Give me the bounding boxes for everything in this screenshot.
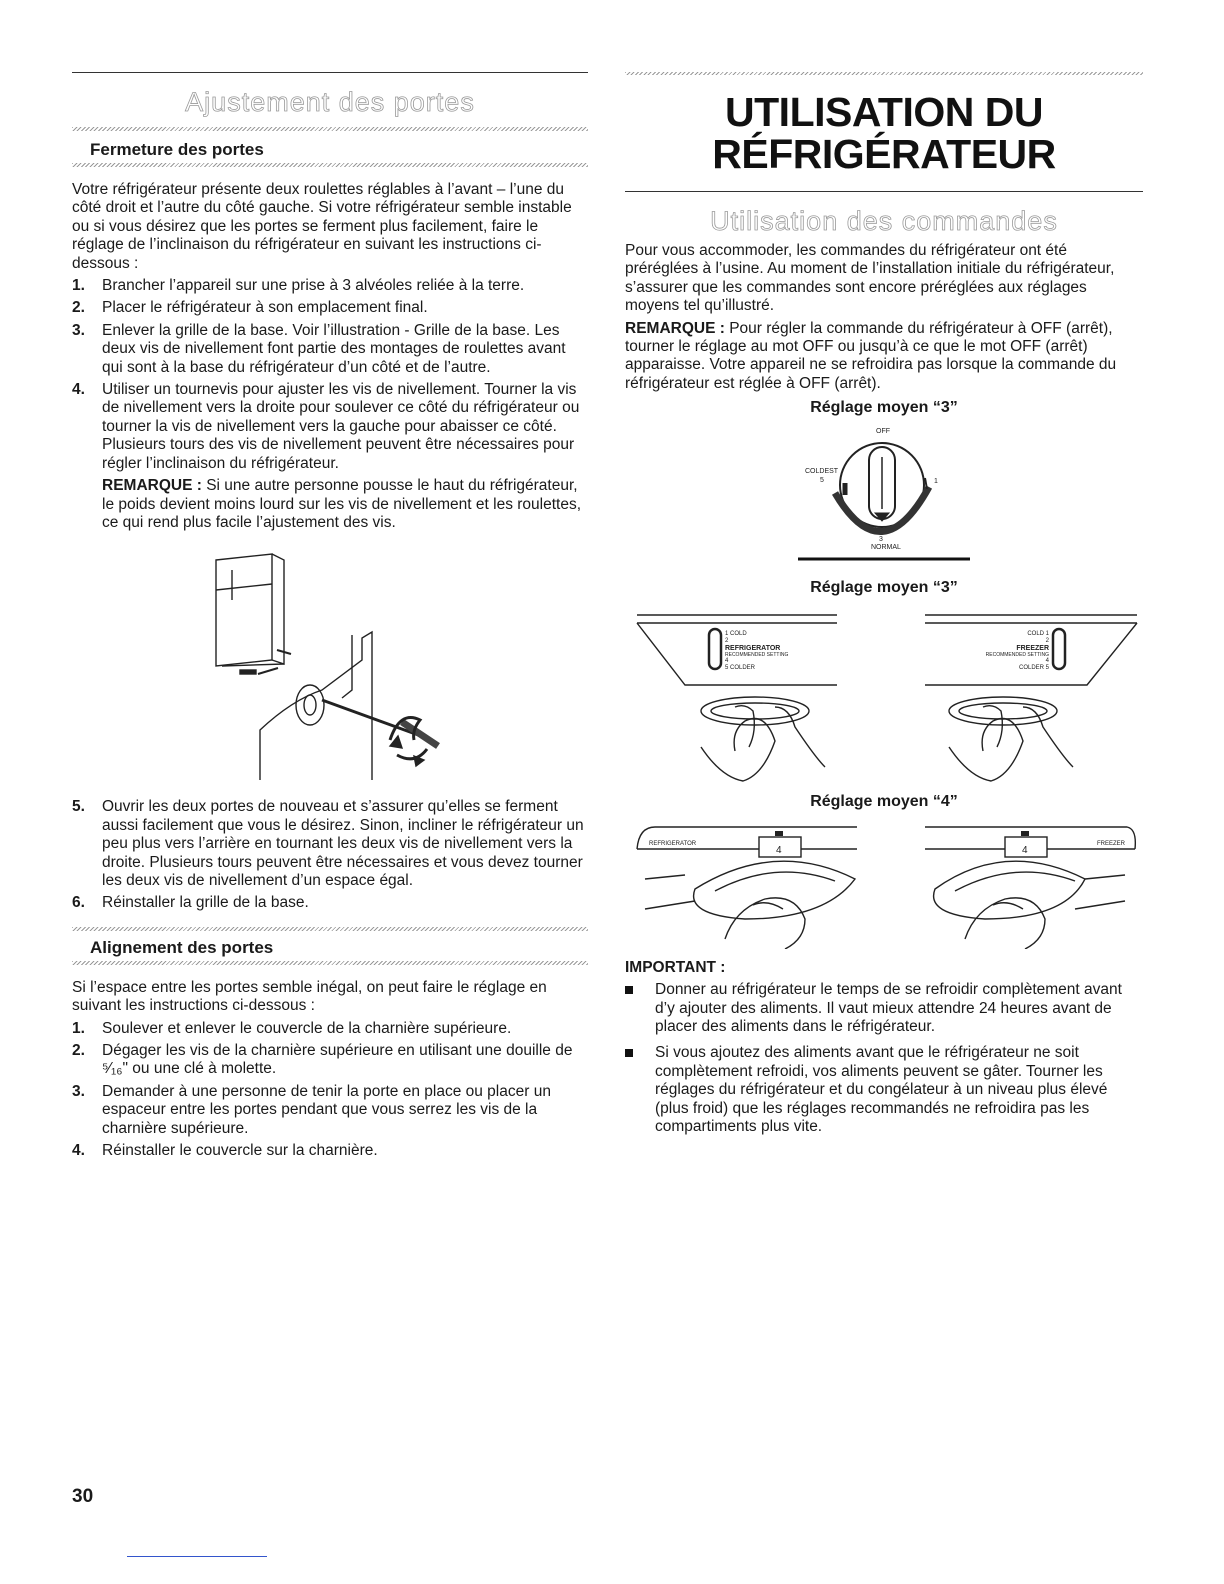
list-item: 2. Dégager les vis de la charnière supérieure en utilisant une douille de ⁵⁄₁₆" ou une clé à molette.	[72, 1041, 573, 1078]
heading-fermeture: Fermeture des portes	[90, 140, 264, 159]
dial-off-label: OFF	[876, 428, 890, 436]
dial-three-label: 3	[879, 536, 883, 544]
chapter-title-line2: RÉFRIGÉRATEUR	[712, 131, 1056, 177]
footer-line	[127, 1556, 267, 1557]
slide-left-value: 4	[776, 845, 782, 857]
panel-left-two: 2	[725, 638, 729, 645]
caption-dial: Réglage moyen “3”	[810, 399, 958, 417]
list-item: 2. Placer le réfrigérateur à son emplacement final.	[72, 299, 428, 317]
list-item: 1. Brancher l’appareil sur une prise à 3 alvéoles reliée à la terre.	[72, 277, 525, 295]
section-title-commandes: Utilisation des commandes	[710, 206, 1058, 236]
chapter-title-line1: UTILISATION DU	[725, 89, 1043, 135]
top-rule	[72, 72, 588, 73]
panel-left-four: 4	[725, 658, 729, 665]
panel-right-cold: COLD 1	[1027, 631, 1049, 638]
square-bullet-icon	[625, 986, 633, 994]
hatch-divider	[72, 927, 588, 931]
commandes-intro: Pour vous accommoder, les commandes du réfrigérateur ont été préréglées à l’usine. Au moment de l’installation initiale du réfrigérateur, s’assurer que les commandes sont encore préréglées aux réglages moyens tel qu’illustré.	[625, 242, 1115, 315]
commandes-note: REMARQUE : Pour régler la commande du réfrigérateur à OFF (arrêt), tourner le réglage au mot OFF ou jusqu’à ce que le mot OFF (arrêt) apparaisse. Votre appareil ne se refroidira pas lorsque la commande du réfrigérateur est réglée à OFF (arrêt).	[625, 319, 1117, 392]
dial-five-label: 5	[820, 477, 824, 485]
list-item: Si vous ajoutez des aliments avant que le réfrigérateur ne soit complètement refroidi, vos aliments peuvent se gâter. Tourner les réglages du réfrigérateur et du congélateur à un niveau plus élevé (plus froid) que les réglages recommandés ne refroidira pas les compartiments plus vite.	[625, 1044, 1143, 1136]
important-label: IMPORTANT :	[625, 959, 726, 977]
control-dial-illustration	[625, 423, 1143, 573]
fermeture-note: REMARQUE : Si une autre personne pousse le haut du réfrigérateur, le poids devient moins lourd sur les vis de nivellement et les roulettes, ce qui rend plus facile l’ajustement des vis.	[102, 477, 582, 531]
hatch-divider	[72, 961, 588, 965]
alignement-steps	[72, 1020, 588, 1161]
fermeture-intro: Votre réfrigérateur présente deux roulettes réglables à l’avant – l’une du côté droit et l’autre du côté gauche. Si votre réfrigérateur semble instable ou si vous désirez que les portes se ferment plus facilement, faire le réglage de l’inclinaison du réfrigérateur en suivant les instructions ci-dessous :	[72, 181, 572, 272]
list-item: 3. Enlever la grille de la base. Voir l’illustration - Grille de la base. Les deux vis de nivellement font partie des montages de roulettes avant qui sont à la base du réfrigérateur d’un côté et de l’autre.	[72, 321, 566, 376]
panel-right-two: 2	[1045, 638, 1049, 645]
title-rule	[625, 191, 1143, 192]
dial-coldest-label: COLDEST	[805, 468, 839, 476]
left-column	[72, 72, 588, 1160]
fermeture-steps	[72, 277, 588, 473]
panel-left-rec: RECOMMENDED SETTING	[725, 652, 789, 659]
panel-left-cold: 1 COLD	[725, 631, 747, 638]
fermeture-steps-continued	[72, 798, 588, 912]
list-item: 3. Demander à une personne de tenir la porte en place ou placer un espaceur entre les portes pendant que vous serrez les vis de la charnière supérieure.	[72, 1082, 551, 1137]
slide-right-label: FREEZER	[1096, 841, 1125, 848]
list-item: Donner au réfrigérateur le temps de se refroidir complètement avant d’y ajouter des aliments. Il vaut mieux attendre 24 heures avant de placer des aliments dans le réfrigérateur.	[625, 981, 1143, 1036]
panel-left-name: REFRIGERATOR	[725, 645, 781, 653]
chapter-title	[625, 91, 1143, 175]
panel-left-colder: 5 COLDER	[725, 665, 756, 672]
panel-right-four: 4	[1045, 658, 1049, 665]
list-item: 4. Réinstaller le couvercle sur la charnière.	[72, 1142, 378, 1159]
hatch-divider	[625, 72, 1143, 75]
alignement-intro: Si l’espace entre les portes semble inégal, on peut faire le réglage en suivant les instructions ci-dessous :	[72, 978, 547, 1015]
slide-control-illustration	[625, 819, 1143, 949]
square-bullet-icon	[625, 1049, 633, 1057]
slide-left-label: REFRIGERATOR	[649, 841, 697, 848]
leveling-screw-illustration	[72, 550, 588, 790]
panel-right-colder: COLDER 5	[1018, 665, 1049, 672]
list-item: 4. Utiliser un tournevis pour ajuster les vis de nivellement. Tourner la vis de nivellement vers la droite pour soulever ce côté du réfrigérateur ou tourner la vis de nivellement vers la gauche pour abaisser ce côté. Plusieurs tours des vis de nivellement peuvent être nécessaires pour régler l’inclinaison du réfrigérateur.	[72, 381, 580, 472]
section-title-ajustement: Ajustement des portes	[185, 87, 475, 117]
panel-right-name: FREEZER	[1016, 645, 1049, 653]
caption-panel: Réglage moyen “3”	[810, 579, 958, 597]
slide-right-value: 4	[1022, 845, 1028, 857]
important-list	[625, 981, 1143, 1136]
list-item: 1. Soulever et enlever le couvercle de la charnière supérieure.	[72, 1019, 512, 1037]
right-column	[625, 72, 1143, 1137]
dial-normal-label: NORMAL	[871, 544, 901, 552]
dial-one-label: 1	[934, 478, 938, 486]
control-panel-illustration	[625, 607, 1143, 787]
list-item: 5. Ouvrir les deux portes de nouveau et s’assurer qu’elles se ferment aussi facilement que vous le désirez. Sinon, incliner le réfrigérateur un peu plus vers l’arrière en tournant les deux vis de nivellement vers la droite. Plusieurs tours peuvent être nécessaires et vous devez tourner les deux vis de nivellement d’un espace égal.	[72, 798, 584, 889]
hatch-divider	[72, 127, 588, 131]
page-number: 30	[72, 1486, 94, 1507]
caption-slide: Réglage moyen “4”	[810, 793, 958, 811]
heading-alignement: Alignement des portes	[90, 937, 274, 957]
panel-right-rec: RECOMMENDED SETTING	[985, 652, 1049, 659]
hatch-divider	[72, 163, 588, 167]
list-item: 6. Réinstaller la grille de la base.	[72, 894, 309, 912]
